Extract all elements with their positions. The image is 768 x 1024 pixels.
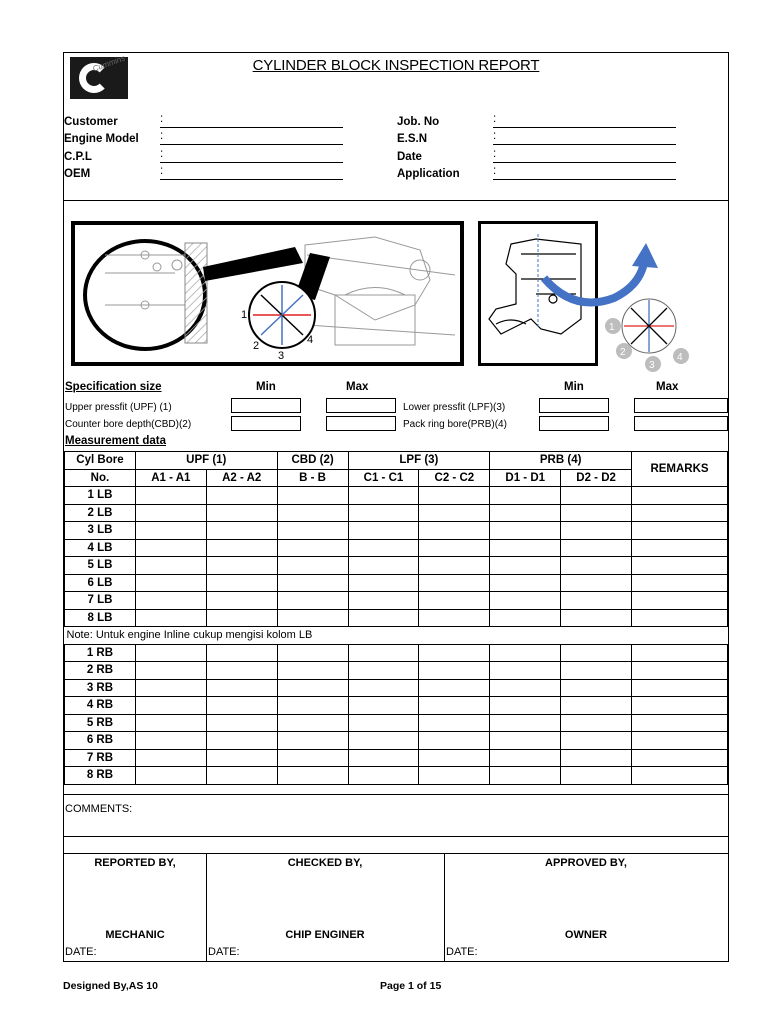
measurement-cell[interactable]	[135, 644, 206, 662]
measurement-cell[interactable]	[419, 767, 490, 785]
measurement-cell[interactable]	[490, 749, 561, 767]
measurement-cell[interactable]	[419, 732, 490, 750]
measurement-cell[interactable]	[490, 662, 561, 680]
measurement-cell[interactable]	[135, 714, 206, 732]
measurement-cell[interactable]	[277, 522, 348, 540]
measurement-cell[interactable]	[206, 732, 277, 750]
measurement-cell[interactable]	[135, 557, 206, 575]
measurement-cell[interactable]	[561, 749, 632, 767]
measurement-cell[interactable]	[348, 732, 419, 750]
lpf-max-box[interactable]	[634, 398, 728, 413]
measurement-cell[interactable]	[632, 592, 728, 610]
row-label: 2 LB	[65, 504, 136, 522]
measurement-cell[interactable]	[490, 592, 561, 610]
cummins-logo: Cummins	[70, 57, 128, 99]
engine-model-field[interactable]: :	[160, 133, 343, 145]
measurement-cell[interactable]	[419, 522, 490, 540]
spec-min-right: Min	[564, 381, 584, 393]
sub-c2: C2 - C2	[419, 469, 490, 487]
measurement-cell[interactable]	[348, 539, 419, 557]
row-label: 3 RB	[65, 679, 136, 697]
approved-date[interactable]: DATE:	[446, 946, 478, 958]
measurement-cell[interactable]	[277, 767, 348, 785]
sub-b: B - B	[277, 469, 348, 487]
row-label: 7 RB	[65, 749, 136, 767]
measurement-cell[interactable]	[561, 679, 632, 697]
checked-by-label: CHECKED BY,	[287, 857, 363, 869]
row-label: 7 LB	[65, 592, 136, 610]
group-upf: UPF (1)	[135, 452, 277, 470]
measurement-cell[interactable]	[277, 609, 348, 627]
callout-1: 1	[241, 309, 248, 321]
measurement-cell[interactable]	[206, 697, 277, 715]
measurement-cell[interactable]	[348, 487, 419, 505]
table-row	[65, 662, 728, 680]
spec-min-left: Min	[256, 381, 276, 393]
row-label: 3 LB	[65, 522, 136, 540]
measurement-cell[interactable]	[348, 714, 419, 732]
measurement-cell[interactable]	[348, 767, 419, 785]
measurement-cell[interactable]	[419, 592, 490, 610]
report-frame	[63, 52, 729, 962]
measurement-cell[interactable]	[206, 767, 277, 785]
measurement-cell[interactable]	[561, 644, 632, 662]
row-label: 5 LB	[65, 557, 136, 575]
measurement-cell[interactable]	[348, 749, 419, 767]
measurement-cell[interactable]	[277, 557, 348, 575]
measurement-cell[interactable]	[277, 714, 348, 732]
row-label: 5 RB	[65, 714, 136, 732]
measurement-cell[interactable]	[277, 644, 348, 662]
measurement-cell[interactable]	[490, 714, 561, 732]
spec-max-right: Max	[656, 381, 679, 393]
col-remarks: REMARKS	[632, 452, 728, 487]
table-row	[65, 679, 728, 697]
measurement-cell[interactable]	[277, 487, 348, 505]
bubble-4: 4	[677, 352, 683, 363]
row-label: 8 RB	[65, 767, 136, 785]
measurement-cell[interactable]	[561, 697, 632, 715]
cpl-label: C.P.L	[64, 150, 92, 163]
table-row	[65, 697, 728, 715]
measurement-cell[interactable]	[561, 592, 632, 610]
measurement-cell[interactable]	[632, 732, 728, 750]
row-label: 1 RB	[65, 644, 136, 662]
measurement-cell[interactable]	[135, 662, 206, 680]
measurement-cell[interactable]	[490, 504, 561, 522]
table-row	[65, 487, 728, 505]
row-label: 8 LB	[65, 609, 136, 627]
measurement-cell[interactable]	[632, 679, 728, 697]
measurement-cell[interactable]	[206, 609, 277, 627]
reported-date[interactable]: DATE:	[65, 946, 97, 958]
measurement-cell[interactable]	[348, 644, 419, 662]
measurement-cell[interactable]	[348, 697, 419, 715]
measurement-cell[interactable]	[135, 767, 206, 785]
measurement-cell[interactable]	[490, 574, 561, 592]
job-no-field[interactable]: :	[493, 116, 676, 128]
measurement-cell[interactable]	[206, 539, 277, 557]
divider	[206, 853, 207, 961]
inline-note: Note: Untuk engine Inline cukup mengisi kolom LB	[65, 627, 728, 645]
date-field[interactable]: :	[493, 151, 676, 163]
divider	[64, 794, 728, 795]
approved-by-label: APPROVED BY,	[545, 857, 627, 869]
table-row	[65, 749, 728, 767]
table-row	[65, 522, 728, 540]
measurement-cell[interactable]	[561, 504, 632, 522]
measurement-cell[interactable]	[632, 749, 728, 767]
row-label: 4 LB	[65, 539, 136, 557]
measurement-cell[interactable]	[561, 539, 632, 557]
measurement-cell[interactable]	[419, 557, 490, 575]
measurement-cell[interactable]	[277, 697, 348, 715]
measurement-cell[interactable]	[277, 749, 348, 767]
table-row	[65, 539, 728, 557]
divider	[444, 853, 445, 961]
measurement-cell[interactable]	[419, 609, 490, 627]
measurement-cell[interactable]	[348, 679, 419, 697]
measurement-cell[interactable]	[419, 574, 490, 592]
cbd-min-box[interactable]	[231, 416, 301, 431]
measurement-heading: Measurement data	[65, 435, 166, 447]
measurement-cell[interactable]	[277, 504, 348, 522]
measurement-cell[interactable]	[277, 574, 348, 592]
measurement-cell[interactable]	[419, 679, 490, 697]
measurement-cell[interactable]	[206, 662, 277, 680]
customer-field[interactable]: :	[160, 116, 343, 128]
bubble-2: 2	[620, 347, 626, 358]
measurement-cell[interactable]	[632, 662, 728, 680]
table-row	[65, 504, 728, 522]
divider	[64, 853, 728, 854]
row-label: 4 RB	[65, 697, 136, 715]
row-label: 1 LB	[65, 487, 136, 505]
prb-label: Pack ring bore(PRB)(4)	[403, 419, 507, 430]
measurement-cell[interactable]	[419, 714, 490, 732]
oem-field[interactable]: :	[160, 168, 343, 180]
measurement-cell[interactable]	[561, 714, 632, 732]
measurement-cell[interactable]	[561, 767, 632, 785]
col-cyl-bore: Cyl Bore	[65, 452, 136, 470]
esn-label: E.S.N	[397, 133, 428, 146]
callout-4: 4	[307, 334, 314, 346]
measurement-cell[interactable]	[135, 539, 206, 557]
page-number: Page 1 of 15	[380, 980, 442, 992]
measurement-cell[interactable]	[135, 487, 206, 505]
measurement-cell[interactable]	[135, 609, 206, 627]
checked-date[interactable]: DATE:	[208, 946, 240, 958]
measurement-cell[interactable]	[135, 749, 206, 767]
measurement-cell[interactable]	[135, 679, 206, 697]
measurement-cell[interactable]	[632, 574, 728, 592]
oem-label: OEM	[64, 168, 91, 181]
mechanic-label: MECHANIC	[105, 929, 165, 941]
customer-label: Customer	[64, 115, 118, 128]
measurement-cell[interactable]	[561, 574, 632, 592]
measurement-table	[64, 451, 728, 785]
cbd-label: Counter bore depth(CBD)(2)	[65, 419, 192, 430]
measurement-cell[interactable]	[632, 714, 728, 732]
designed-by: Designed By,AS 10	[63, 980, 158, 992]
measurement-cell[interactable]	[419, 504, 490, 522]
measurement-cell[interactable]	[135, 574, 206, 592]
measurement-cell[interactable]	[490, 644, 561, 662]
measurement-cell[interactable]	[490, 679, 561, 697]
measurement-cell[interactable]	[419, 487, 490, 505]
measurement-cell[interactable]	[490, 697, 561, 715]
group-lpf: LPF (3)	[348, 452, 490, 470]
upf-min-box[interactable]	[231, 398, 301, 413]
application-label: Application	[397, 168, 460, 181]
group-prb: PRB (4)	[490, 452, 632, 470]
measurement-cell[interactable]	[419, 539, 490, 557]
measurement-cell[interactable]	[632, 644, 728, 662]
sub-a2: A2 - A2	[206, 469, 277, 487]
measurement-cell[interactable]	[206, 644, 277, 662]
measurement-cell[interactable]	[632, 767, 728, 785]
measurement-cell[interactable]	[206, 487, 277, 505]
measurement-cell[interactable]	[632, 504, 728, 522]
measurement-cell[interactable]	[490, 767, 561, 785]
measurement-cell[interactable]	[348, 522, 419, 540]
prb-min-box[interactable]	[539, 416, 609, 431]
spec-max-left: Max	[346, 381, 369, 393]
sub-d1: D1 - D1	[490, 469, 561, 487]
measurement-cell[interactable]	[561, 522, 632, 540]
measurement-cell[interactable]	[135, 504, 206, 522]
measurement-cell[interactable]	[490, 539, 561, 557]
measurement-cell[interactable]	[277, 592, 348, 610]
measurement-cell[interactable]	[277, 539, 348, 557]
table-row	[65, 574, 728, 592]
measurement-cell[interactable]	[419, 644, 490, 662]
table-row	[65, 609, 728, 627]
table-row	[65, 592, 728, 610]
sub-c1: C1 - C1	[348, 469, 419, 487]
job-no-label: Job. No	[397, 115, 440, 128]
upf-label: Upper pressfit (UPF) (1)	[65, 402, 172, 413]
table-row	[65, 732, 728, 750]
measurement-cell[interactable]	[206, 504, 277, 522]
measurement-cell[interactable]	[277, 679, 348, 697]
measurement-cell[interactable]	[561, 609, 632, 627]
measurement-cell[interactable]	[206, 574, 277, 592]
measurement-cell[interactable]	[632, 522, 728, 540]
measurement-cell[interactable]	[561, 732, 632, 750]
measurement-cell[interactable]	[561, 487, 632, 505]
measurement-cell[interactable]	[277, 732, 348, 750]
table-row	[65, 644, 728, 662]
rotation-arrow-icon	[534, 238, 724, 373]
lpf-min-box[interactable]	[539, 398, 609, 413]
measurement-cell[interactable]	[206, 557, 277, 575]
prb-max-box[interactable]	[634, 416, 728, 431]
measurement-cell[interactable]	[632, 487, 728, 505]
measurement-cell[interactable]	[206, 679, 277, 697]
callout-3: 3	[278, 350, 285, 362]
report-title: CYLINDER BLOCK INSPECTION REPORT	[252, 57, 540, 74]
measurement-cell[interactable]	[135, 732, 206, 750]
row-label: 6 RB	[65, 732, 136, 750]
table-row	[65, 767, 728, 785]
table-row	[65, 714, 728, 732]
measurement-cell[interactable]	[206, 749, 277, 767]
engine-model-label: Engine Model	[64, 133, 139, 146]
measurement-cell[interactable]	[206, 714, 277, 732]
measurement-cell[interactable]	[135, 697, 206, 715]
info-left	[64, 113, 343, 183]
divider	[64, 836, 728, 837]
measurement-cell[interactable]	[348, 592, 419, 610]
measurement-cell[interactable]	[277, 662, 348, 680]
measurement-cell[interactable]	[632, 557, 728, 575]
measurement-cell[interactable]	[632, 539, 728, 557]
callout-2: 2	[253, 340, 260, 352]
measurement-cell[interactable]	[561, 662, 632, 680]
divider	[64, 200, 728, 201]
measurement-cell[interactable]	[561, 557, 632, 575]
application-field[interactable]: :	[493, 168, 676, 180]
sub-a1: A1 - A1	[135, 469, 206, 487]
measurement-cell[interactable]	[419, 749, 490, 767]
comments-label: COMMENTS:	[65, 803, 133, 815]
measurement-cell[interactable]	[419, 662, 490, 680]
measurement-cell[interactable]	[490, 732, 561, 750]
sub-d2: D2 - D2	[561, 469, 632, 487]
measurement-cell[interactable]	[490, 609, 561, 627]
table-row	[65, 557, 728, 575]
chip-enginer-label: CHIP ENGINER	[285, 929, 365, 941]
measurement-cell[interactable]	[348, 557, 419, 575]
measurement-cell[interactable]	[206, 592, 277, 610]
group-cbd: CBD (2)	[277, 452, 348, 470]
measurement-cell[interactable]	[490, 557, 561, 575]
measurement-cell[interactable]	[632, 609, 728, 627]
measurement-cell[interactable]	[135, 522, 206, 540]
measurement-cell[interactable]	[206, 522, 277, 540]
owner-label: OWNER	[564, 929, 608, 941]
bubble-3: 3	[649, 360, 655, 371]
date-label: Date	[397, 150, 422, 163]
measurement-cell[interactable]	[348, 609, 419, 627]
row-label: 2 RB	[65, 662, 136, 680]
spec-heading: Specification size	[65, 381, 162, 393]
bore-section-diagram	[71, 221, 464, 366]
measurement-cell[interactable]	[348, 574, 419, 592]
measurement-cell[interactable]	[632, 697, 728, 715]
measurement-cell[interactable]	[490, 522, 561, 540]
cbd-max-box[interactable]	[326, 416, 396, 431]
measurement-cell[interactable]	[348, 504, 419, 522]
esn-field[interactable]: :	[493, 133, 676, 145]
cpl-field[interactable]: :	[160, 151, 343, 163]
measurement-cell[interactable]	[348, 662, 419, 680]
measurement-cell[interactable]	[419, 697, 490, 715]
measurement-cell[interactable]	[135, 592, 206, 610]
col-no: No.	[65, 469, 136, 487]
measurement-cell[interactable]	[490, 487, 561, 505]
bubble-1: 1	[609, 322, 615, 333]
lpf-label: Lower pressfit (LPF)(3)	[403, 402, 506, 413]
upf-max-box[interactable]	[326, 398, 396, 413]
info-right	[397, 113, 676, 183]
reported-by-label: REPORTED BY,	[94, 857, 176, 869]
row-label: 6 LB	[65, 574, 136, 592]
